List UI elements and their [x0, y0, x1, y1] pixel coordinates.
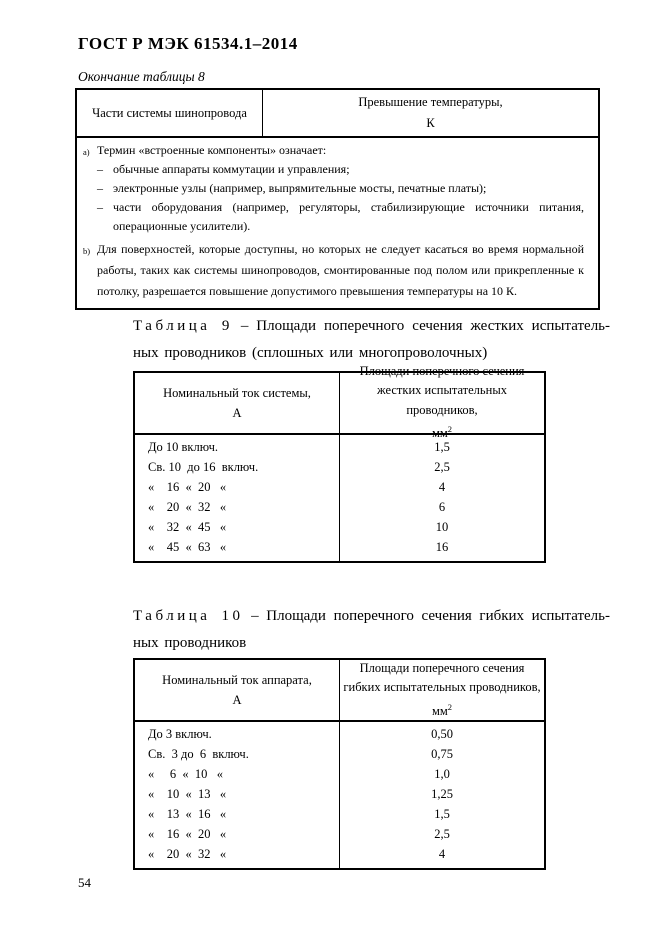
footnote-a-item: [97, 179, 584, 198]
cell-cross-section: 10: [435, 520, 449, 534]
table10-col2-header: [340, 660, 544, 720]
unit-superscript: 2: [447, 424, 453, 435]
table8-continuation: [75, 88, 600, 310]
footnote-a-marker: a): [83, 147, 90, 157]
cell-cross-section: 2,5: [434, 460, 450, 474]
cell-cross-section: 1,25: [431, 787, 453, 801]
table9-col2-header-line1: Площади поперечного сечения: [359, 363, 525, 378]
cell-current-range: Св. 10 до 16 включ.: [148, 460, 259, 474]
list-dash: –: [97, 162, 103, 176]
page-number: 54: [78, 875, 91, 890]
table10-caption-rest: – Площади поперечного сечения гибких испытатель-: [251, 608, 611, 624]
cell-cross-section: 0,75: [431, 747, 453, 761]
table10-col1-header: [135, 660, 340, 720]
cell-cross-section: 16: [435, 540, 449, 554]
table8-footnotes: [77, 138, 598, 308]
table10-col2-header-line2: гибких испытательных проводников,: [343, 680, 541, 695]
cell-current-range: « 16 « 20 «: [148, 480, 227, 494]
table9-caption-line1: [133, 313, 610, 340]
table9-caption-line2: ных проводников (сплошных или многопроволочных): [133, 345, 488, 361]
cell-cross-section: 4: [438, 847, 446, 861]
cell-current-range: До 10 включ.: [148, 440, 219, 454]
table10-col2-header-line3: [432, 698, 452, 722]
table9-col1-header-line2: А: [232, 406, 242, 420]
cell-current-range: « 20 « 32 «: [148, 500, 227, 514]
table8-header-row: [77, 90, 598, 138]
table9-caption-term: Таблица 9: [133, 318, 233, 334]
cell-cross-section: 2,5: [434, 827, 450, 841]
column-divider: [339, 722, 340, 868]
doc-header: ГОСТ Р МЭК 61534.1–2014: [78, 34, 298, 53]
footnote-a-intro: [83, 141, 584, 160]
cell-cross-section: 1,0: [434, 767, 450, 781]
table10-header-row: [135, 660, 544, 722]
unit-superscript: 2: [447, 701, 453, 712]
table10-col1-header-line2: А: [232, 693, 242, 707]
table10-caption-line2: ных проводников: [133, 635, 247, 651]
table10-caption: [133, 603, 610, 657]
unit-mm: мм: [431, 703, 448, 718]
table9-col2-header-line2: жестких испытательных проводников,: [377, 383, 507, 417]
footnote-a-item: [97, 160, 584, 179]
table9-caption-rest: – Площади поперечного сечения жестких испытатель-: [240, 318, 611, 334]
cell-cross-section: 0,50: [431, 727, 453, 741]
cell-cross-section: 1,5: [434, 440, 450, 454]
table8-col2-header: [263, 90, 598, 136]
table9: [133, 363, 546, 563]
footnote-a-intro-text: Термин «встроенные компоненты» означает:: [97, 143, 327, 157]
list-dash: –: [97, 181, 103, 195]
cell-current-range: До 3 включ.: [148, 727, 212, 741]
cell-current-range: Св. 3 до 6 включ.: [148, 747, 249, 761]
cell-current-range: « 10 « 13 «: [148, 787, 227, 801]
table9-body: [135, 435, 544, 561]
table10-caption-term: Таблица 10: [133, 608, 244, 624]
cell-current-range: « 20 « 32 «: [148, 847, 227, 861]
cell-current-range: « 16 « 20 «: [148, 827, 227, 841]
table10: [133, 658, 546, 870]
footnote-b: [83, 239, 584, 302]
column-divider: [339, 435, 340, 561]
table9-col1-header: [135, 373, 340, 433]
table10-body: [135, 722, 544, 868]
unit-mm: мм: [431, 426, 448, 441]
cell-current-range: « 32 « 45 «: [148, 520, 227, 534]
table9-col1-header-line1: Номинальный ток системы,: [163, 386, 311, 400]
table10-col2-header-line1: Площади поперечного сечения: [359, 660, 525, 675]
table9-header-row: [135, 363, 544, 441]
cell-cross-section: 6: [438, 500, 446, 514]
table9-col2-header: [340, 363, 544, 441]
table8-col2-header-line1: Превышение температуры,: [358, 95, 503, 109]
table8-continuation-caption: Окончание таблицы 8: [78, 69, 205, 84]
cell-current-range: « 13 « 16 «: [148, 807, 227, 821]
table8-col2-header-line2: К: [426, 116, 435, 130]
cell-current-range: « 45 « 63 «: [148, 540, 227, 554]
table9-caption: [133, 313, 610, 367]
footnote-a-item: [97, 198, 584, 236]
footnote-a-item-text: обычные аппараты коммутации и управления;: [113, 162, 350, 176]
table8-col1-header: Части системы шинопровода: [77, 90, 263, 136]
list-dash: –: [97, 200, 103, 214]
footnote-b-text: Для поверхностей, которые доступны, но которых не следует касаться во время нормальной работы, таких как системы шинопроводов, смонтированные под полом или прикрепленные к потолку, разрешается повышение допустимого превышения температуры на 10 К.: [97, 242, 584, 298]
table10-caption-line1: [133, 603, 610, 630]
footnote-a-item-text: электронные узлы (например, выпрямительные мосты, печатные платы);: [113, 181, 487, 195]
footnote-b-marker: b): [83, 246, 91, 256]
cell-current-range: « 6 « 10 «: [148, 767, 223, 781]
table10-col1-header-line1: Номинальный ток аппарата,: [162, 673, 312, 687]
cell-cross-section: 4: [438, 480, 446, 494]
footnote-a-item-text: части оборудования (например, регуляторы, стабилизирующие источники питания, операционные усилители).: [113, 200, 584, 233]
cell-cross-section: 1,5: [434, 807, 450, 821]
